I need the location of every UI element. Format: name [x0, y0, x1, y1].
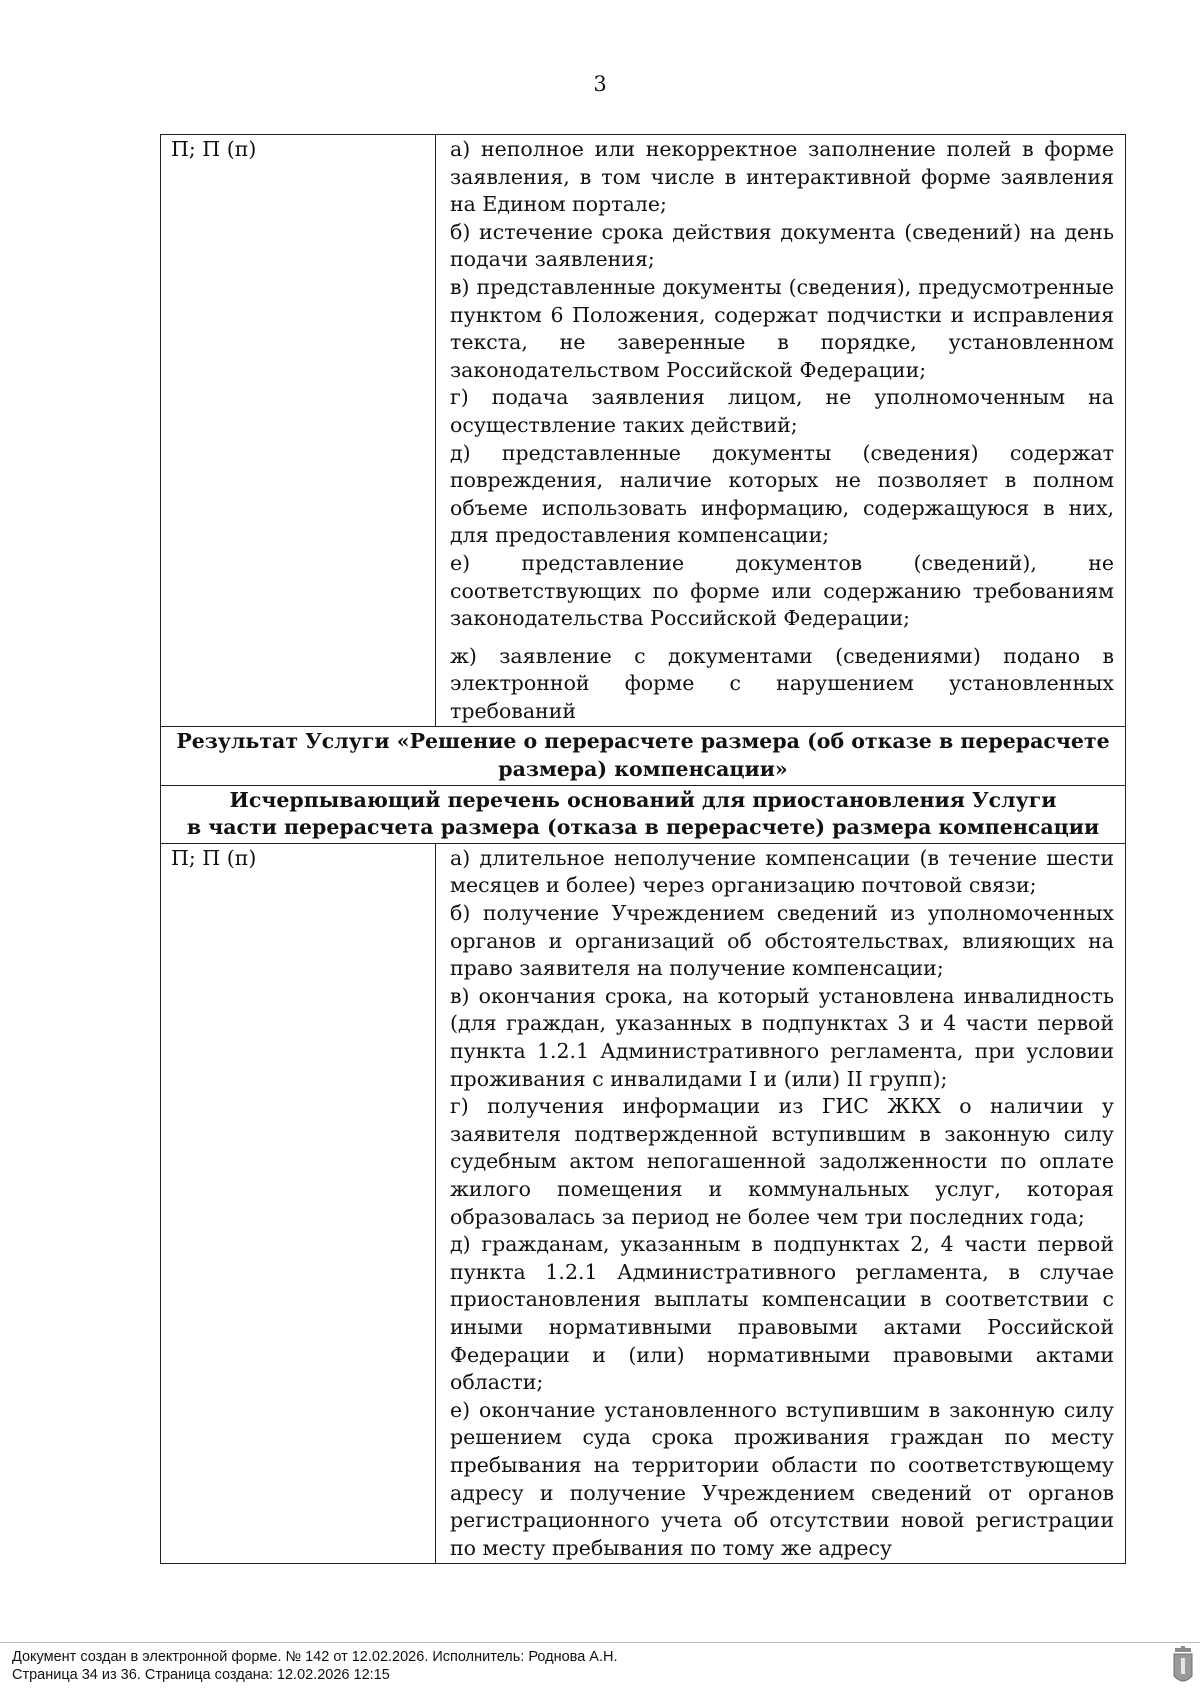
- table-row: [161, 785, 1126, 843]
- list-item: в) окончания срока, на который установлена инвалидность (для граждан, указанных в подпунктах 3 и 4 части первой пункта 1.2.1 Административного регламента, при условии проживания с инвалидами I и (или) II групп);: [450, 983, 1114, 1091]
- list-item: в) представленные документы (сведения), предусмотренные пунктом 6 Положения, содержат подчистки и исправления текста, не заверенные в порядке, установленном законодательством Российской Федерации;: [450, 274, 1114, 382]
- footer-line-page: Страница 34 из 36. Страница создана: 12.02.2026 12:15: [12, 1667, 390, 1683]
- list-item: б) истечение срока действия документа (сведений) на день подачи заявления;: [450, 219, 1114, 272]
- table-row: [161, 727, 1126, 785]
- table-row: [161, 135, 1126, 727]
- document-footer: [12, 1648, 618, 1684]
- list-item: д) представленные документы (сведения) содержат повреждения, наличие которых не позволяет в полном объеме использовать информацию, содержащуюся в них, для предоставления компенсации;: [450, 440, 1114, 548]
- list-item: г) получения информации из ГИС ЖКХ о наличии у заявителя подтвержденной вступившим в законную силу судебным актом непогашенной задолженности по оплате жилого помещения и коммунальных услуг, которая образовалась за период не более чем три последних года;: [450, 1094, 1114, 1229]
- footer-divider: [0, 1642, 1200, 1643]
- grounds-table: [160, 134, 1126, 1564]
- list-item: е) окончание установленного вступившим в законную силу решением суда срока проживания граждан по месту пребывания на территории области по соответствующему адресу и получение Учреждением сведений от органов регистрационного учета об отсутствии новой регистрации по месту пребывания по тому же адресу: [450, 1397, 1114, 1560]
- section-heading: Результат Услуги «Решение о перерасчете размера (об отказе в перерасчете размера) компенсации»: [161, 727, 1126, 785]
- code-cell: П; П (п): [161, 135, 436, 727]
- code-cell: П; П (п): [161, 843, 436, 1563]
- grounds-list: [436, 135, 1126, 727]
- list-item: а) неполное или некорректное заполнение полей в форме заявления, в том числе в интерактивной форме заявления на Едином портале;: [450, 137, 1114, 217]
- section-heading: [161, 785, 1126, 843]
- coat-of-arms-icon: [1172, 1646, 1194, 1686]
- grounds-list: [436, 843, 1126, 1563]
- heading-line: в части перерасчета размера (отказа в перерасчете) размера компенсации: [186, 815, 1100, 840]
- list-item: г) подача заявления лицом, не уполномоченным на осуществление таких действий;: [450, 385, 1114, 437]
- list-item: б) получение Учреждением сведений из уполномоченных органов и организаций об обстоятельствах, влияющих на право заявителя на получение компенсации;: [450, 901, 1114, 981]
- page-number: 3: [593, 72, 607, 96]
- footer-line-document: Документ создан в электронной форме. № 142 от 12.02.2026. Исполнитель: Роднова А.Н.: [12, 1649, 618, 1665]
- list-item: а) длительное неполучение компенсации (в течение шести месяцев и более) через организацию почтовой связи;: [450, 845, 1114, 898]
- list-item: ж) заявление с документами (сведениями) подано в электронной форме с нарушением установленных требований: [450, 643, 1114, 723]
- list-item: е) представление документов (сведений), не соответствующих по форме или содержанию требованиям законодательства Российской Федерации;: [450, 550, 1114, 631]
- table-row: [161, 843, 1126, 1563]
- list-item: д) гражданам, указанным в подпунктах 2, 4 части первой пункта 1.2.1 Административного регламента, в случае приостановления выплаты компенсации в соответствии с иными нормативными правовыми актами Российской Федерации и (или) нормативными правовыми актами области;: [450, 1232, 1114, 1395]
- heading-line: Исчерпывающий перечень оснований для приостановления Услуги: [229, 787, 1057, 812]
